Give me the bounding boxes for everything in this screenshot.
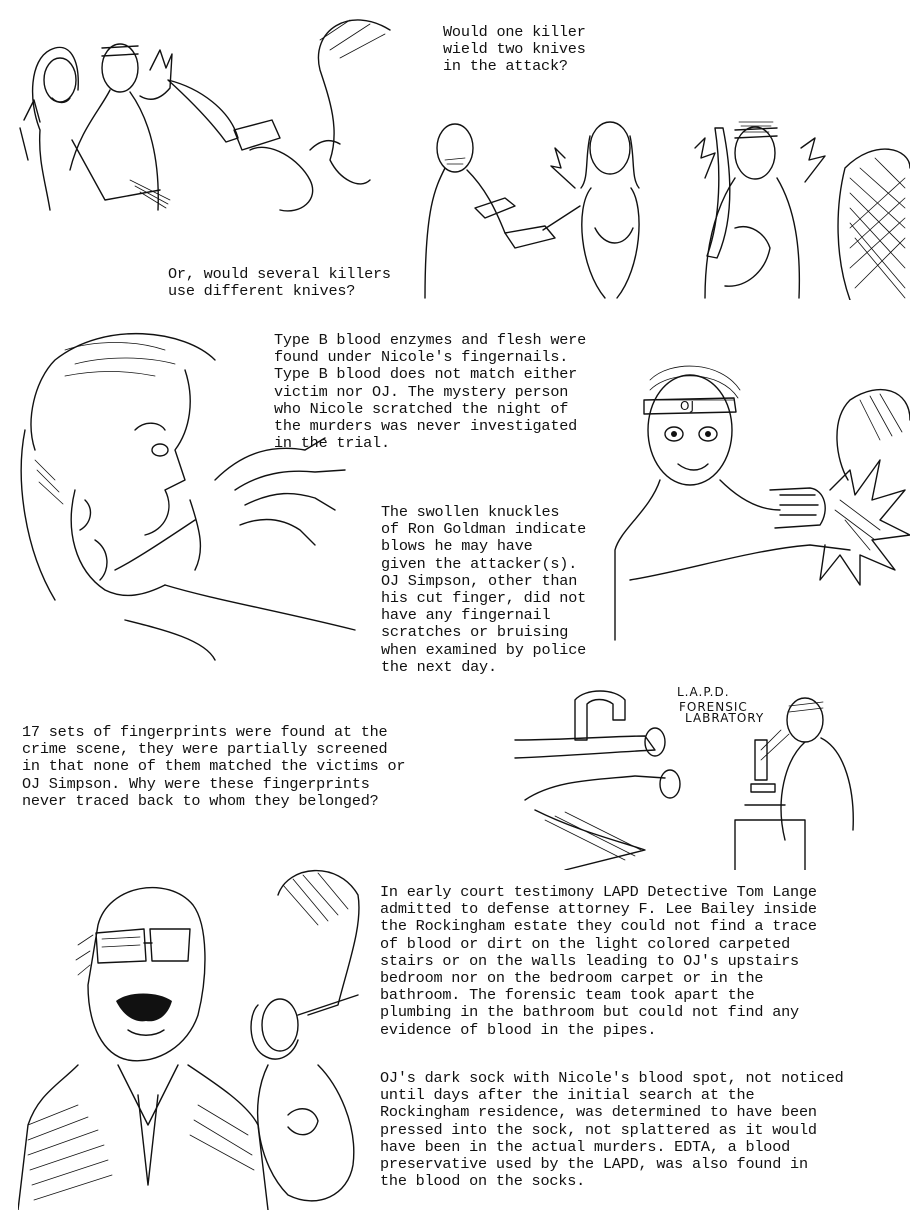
caption-sock-evidence: OJ's dark sock with Nicole's blood spot, not noticed until days after the initial search at the Rockingham residence, was determined to have been pressed into the sock, not splattered as it would have been in the actual murders. EDTA, a blood preservative used by the LAPD, was also found in the blood on the socks. <box>380 1069 844 1191</box>
headband-label: OJ <box>680 399 695 413</box>
sign-line-3: LABRATORY <box>685 711 765 725</box>
forensic-lab-illustration <box>505 680 865 870</box>
sign-line-2: FORENSIC <box>679 700 748 714</box>
caption-lange-testimony: In early court testimony LAPD Detective Tom Lange admitted to defense attorney F. Lee Bailey inside the Rockingham estate they could not find a trace of blood or dirt on the light colored carpeted stairs or on the walls leading to OJ's upstairs bedroom nor on the bedroom carpet or in the bathroom. The forensic team took apart the plumbing in the bathroom but could not find any evidence of blood in the pipes. <box>380 883 817 1039</box>
knife-attack-illustration <box>10 10 410 225</box>
sign-line-1: L.A.P.D. <box>677 685 730 699</box>
detective-lange-illustration <box>18 865 363 1210</box>
three-figures-illustration <box>405 108 910 300</box>
goldman-fist-illustration <box>610 340 910 650</box>
caption-knuckles: The swollen knuckles of Ron Goldman indicate blows he may have given the attacker(s). OJ Simpson, other than his cut finger, did not have any fingernail scratches or bruising when examined by police the next day. <box>381 503 587 676</box>
caption-one-killer: Would one killer wield two knives in the attack? <box>443 23 586 76</box>
scratched-man-illustration <box>15 320 375 665</box>
caption-blood-enzymes: Type B blood enzymes and flesh were found under Nicole's fingernails. Type B blood does not match either victim nor OJ. The mystery person who Nicole scratched the night of the murders was never investigated in the trial. <box>274 331 586 453</box>
caption-fingerprints: 17 sets of fingerprints were found at the crime scene, they were partially screened in that none of them matched the victims or OJ Simpson. Why were these fingerprints never traced back to whom they belonged? <box>22 723 406 810</box>
caption-several-killers: Or, would several killers use different knives? <box>168 265 391 301</box>
